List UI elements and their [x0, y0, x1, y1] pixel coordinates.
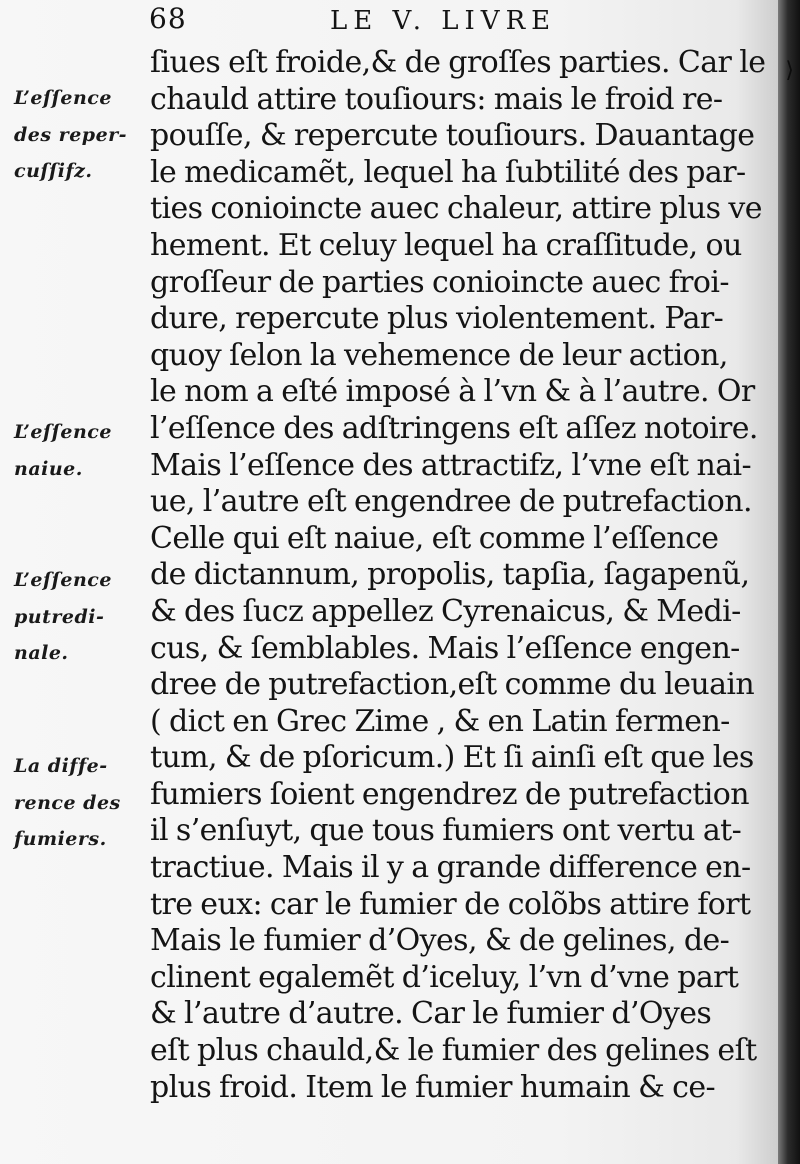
margin-note-line: L’eſſence [14, 421, 112, 443]
margin-note-line: rence des [14, 791, 121, 814]
text-line: dure, repercute plus violentement. Par- [150, 301, 724, 337]
page-gutter [778, 0, 800, 1164]
text-line: dree de putrefaction,eſt comme du leuain [150, 667, 755, 703]
margin-note-line: des reper- [14, 123, 128, 146]
text-line: plus froid. Item le fumier humain & ce- [150, 1069, 716, 1105]
margin-note-repercussifs [14, 80, 144, 190]
page-number: 68 [149, 2, 187, 35]
main-text [150, 45, 770, 1106]
text-line: & l’autre d’autre. Car le fumier d’Oyes [150, 996, 712, 1032]
text-line: de dictannum, propolis, tapſia, ſagapenũ, [150, 557, 750, 593]
text-line: fumiers ſoient engendrez de putrefaction [150, 776, 749, 812]
text-line: ue, l’autre eſt engendree de putrefaction. [150, 484, 752, 520]
text-line: eſt plus chauld,& le fumier des gelines eſt [150, 1033, 757, 1069]
text-line: groſſeur de parties conioincte auec froi- [150, 264, 729, 300]
page-header [145, 2, 765, 42]
text-line: hement. Et celuy lequel ha craſſitude, ou [150, 227, 742, 263]
margin-note-line: cuſſifz. [14, 160, 93, 183]
text-line: tum, & de pſoricum.) Et ſi ainſi eſt que les [150, 740, 754, 776]
text-line: ties conioincte auec chaleur, attire plus ve [150, 191, 762, 227]
text-line: Mais le fumier d’Oyes, & de gelines, de- [150, 923, 730, 959]
text-line: quoy ſelon la vehemence de leur action, [150, 337, 728, 373]
text-line: cus, & ſemblables. Mais l’eſſence engen- [150, 630, 740, 666]
text-line: Celle qui eſt naiue, eſt comme l’eſſence [150, 520, 719, 556]
margin-note-line: nale. [14, 642, 69, 665]
text-line: ſiues eſt froide,& de groſſes parties. Car le [150, 45, 766, 80]
text-line: il s’enſuyt, que tous fumiers ont vertu at- [150, 813, 742, 849]
margin-note-naive [14, 414, 144, 487]
margin-note-line: La diffe- [14, 755, 108, 777]
margin-note-line: L’eſſence [14, 569, 112, 591]
text-line: tractiue. Mais il y a grande difference en- [150, 850, 751, 886]
text-line: le medicamẽt, lequel ha ſubtilité des par- [150, 154, 746, 190]
text-line: le nom a eſté imposé à l’vn & à l’autre. Or [150, 374, 755, 410]
text-line: Mais l’eſſence des attractifz, l’vne eſt nai- [150, 447, 752, 483]
text-line: & des ſucz appellez Cyrenaicus, & Medi- [150, 593, 741, 629]
text-line: l’eſſence des adſtringens eſt aſſez notoire. [150, 410, 758, 446]
margin-note-putredinale [14, 562, 144, 672]
margin-note-line: fumiers. [14, 828, 107, 851]
margin-note-fumiers [14, 748, 144, 858]
text-line: clinent egalemẽt d’iceluy, l’vn d’vne part [150, 959, 739, 995]
text-line: tre eux: car le fumier de colõbs attire fort [150, 886, 751, 922]
margin-note-line: putredi- [14, 605, 105, 628]
text-line: ( dict en Grec Zime , & en Latin fermen- [150, 703, 730, 739]
text-line: chauld attire touſiours: mais le froid re- [150, 81, 723, 117]
margin-note-line: L’eſſence [14, 87, 112, 109]
running-head: LE V. LIVRE [330, 6, 557, 36]
gutter-mark: ⟩ [785, 58, 794, 83]
margin-note-line: naiue. [14, 457, 83, 480]
text-line: pouſſe, & repercute touſiours. Dauantage [150, 118, 755, 154]
